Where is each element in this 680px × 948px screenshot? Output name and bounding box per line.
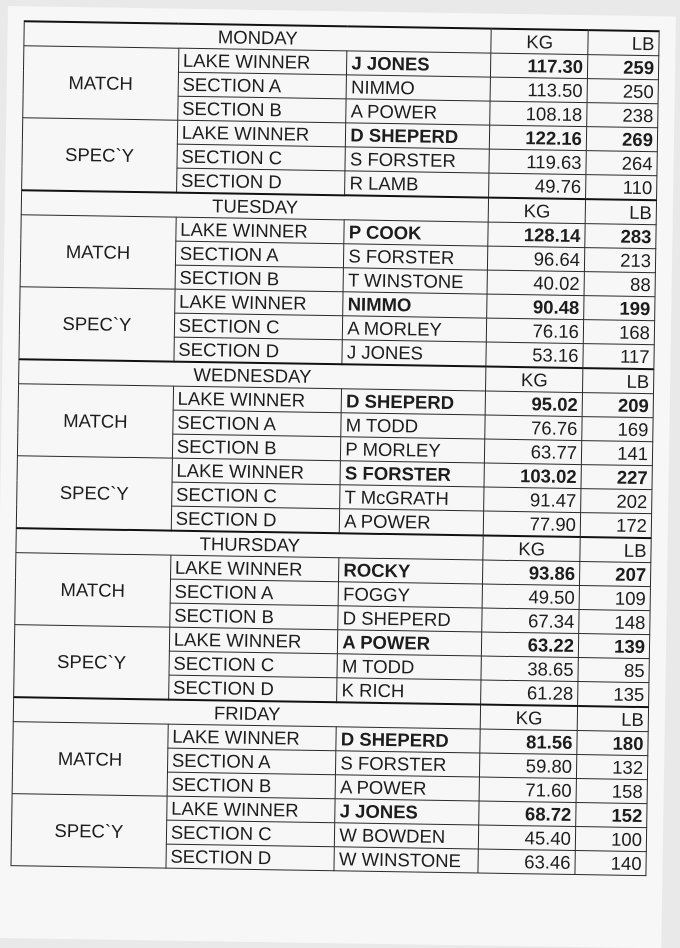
day-name: WEDNESDAY [19, 359, 487, 391]
kg-header: KG [486, 367, 583, 393]
section-label: LAKE WINNER [177, 120, 346, 147]
group-label: SPEC`Y [22, 118, 178, 193]
weight-lb: 259 [587, 55, 658, 80]
weight-lb: 109 [579, 586, 650, 611]
group-label: MATCH [20, 215, 176, 289]
section-label: SECTION B [172, 434, 341, 461]
weight-kg: 81.56 [480, 729, 577, 755]
angler-name: NIMMO [346, 75, 491, 101]
group-label: SPEC`Y [19, 287, 175, 362]
angler-name: A POWER [340, 509, 485, 536]
section-label: LAKE WINNER [172, 458, 341, 485]
weight-kg: 122.16 [490, 125, 587, 151]
angler-name: A POWER [335, 775, 480, 801]
section-label: LAKE WINNER [169, 627, 338, 654]
day-name: THURSDAY [16, 528, 484, 560]
weight-lb: 250 [587, 79, 658, 104]
weight-kg: 63.46 [478, 849, 575, 875]
lb-header: LB [582, 368, 653, 394]
weight-kg: 90.48 [487, 294, 584, 320]
angler-name: J JONES [347, 51, 492, 77]
weight-lb: 139 [578, 634, 649, 659]
weight-kg: 91.47 [484, 487, 581, 513]
kg-header: KG [489, 198, 586, 224]
kg-header: KG [491, 29, 588, 55]
section-label: SECTION A [167, 748, 336, 775]
angler-name: P COOK [344, 220, 489, 246]
angler-name: T WINSTONE [343, 268, 488, 294]
weight-kg: 63.77 [485, 439, 582, 465]
section-label: SECTION C [177, 144, 346, 171]
kg-header: KG [481, 705, 578, 731]
angler-name: S FORSTER [340, 461, 485, 487]
section-label: SECTION D [174, 337, 343, 364]
weight-lb: 158 [576, 779, 647, 804]
weight-kg: 45.40 [479, 825, 576, 851]
angler-name: D SHEPERD [346, 123, 491, 149]
weight-lb: 207 [579, 562, 650, 587]
angler-name: J JONES [342, 340, 487, 367]
section-label: LAKE WINNER [168, 724, 337, 751]
weight-kg: 40.02 [488, 270, 585, 296]
angler-name: FOGGY [338, 582, 483, 608]
angler-name: ROCKY [339, 558, 484, 584]
weight-kg: 49.50 [483, 584, 580, 610]
angler-name: M TODD [341, 413, 486, 439]
weight-lb: 199 [584, 296, 655, 321]
group-label: SPEC`Y [14, 625, 170, 700]
section-label: SECTION A [178, 72, 347, 99]
section-label: SECTION B [177, 96, 346, 123]
weight-kg: 76.16 [487, 318, 584, 344]
weight-lb: 85 [578, 658, 649, 683]
angler-name: D SHEPERD [338, 606, 483, 632]
weight-lb: 140 [575, 851, 646, 876]
angler-name: M TODD [337, 654, 482, 680]
weight-kg: 38.65 [481, 656, 578, 682]
printed-sheet [0, 6, 676, 948]
section-label: SECTION A [173, 410, 342, 437]
weight-kg: 119.63 [489, 149, 586, 175]
group-label: MATCH [23, 46, 179, 120]
weight-lb: 132 [576, 755, 647, 780]
angler-name: S FORSTER [345, 147, 490, 173]
lb-header: LB [588, 30, 659, 56]
angler-name: K RICH [337, 678, 482, 705]
section-label: LAKE WINNER [174, 289, 343, 316]
day-name: MONDAY [24, 21, 492, 53]
weight-lb: 283 [585, 224, 656, 249]
section-label: SECTION B [170, 603, 339, 630]
weight-kg: 67.34 [482, 608, 579, 634]
angler-name: W BOWDEN [335, 823, 480, 849]
weight-kg: 53.16 [486, 342, 583, 368]
angler-name: A MORLEY [343, 316, 488, 342]
weight-kg: 96.64 [488, 246, 585, 272]
weight-lb: 100 [575, 827, 646, 852]
weight-lb: 117 [583, 344, 654, 370]
weight-lb: 209 [582, 393, 653, 418]
section-label: SECTION B [175, 265, 344, 292]
section-label: LAKE WINNER [178, 48, 347, 75]
lb-header: LB [580, 537, 651, 563]
weight-kg: 117.30 [491, 53, 588, 79]
fishing-results-table [10, 20, 659, 876]
kg-header: KG [483, 536, 580, 562]
lb-header: LB [577, 706, 648, 732]
weight-kg: 113.50 [491, 77, 588, 103]
angler-name: S FORSTER [344, 244, 489, 270]
angler-name: D SHEPERD [341, 389, 486, 415]
weight-lb: 180 [577, 731, 648, 756]
day-name: TUESDAY [21, 190, 489, 222]
section-label: SECTION D [166, 844, 335, 871]
group-label: SPEC`Y [11, 794, 167, 868]
weight-lb: 264 [586, 151, 657, 176]
weight-lb: 227 [581, 465, 652, 490]
section-label: LAKE WINNER [166, 796, 335, 823]
weight-lb: 238 [587, 103, 658, 128]
angler-name: NIMMO [343, 292, 488, 318]
weight-lb: 202 [581, 489, 652, 514]
section-label: SECTION C [169, 651, 338, 678]
section-label: SECTION A [175, 241, 344, 268]
section-label: SECTION C [171, 482, 340, 509]
angler-name: W WINSTONE [334, 847, 479, 873]
weight-kg: 63.22 [482, 632, 579, 658]
weight-lb: 169 [582, 417, 653, 442]
angler-name: P MORLEY [341, 437, 486, 463]
weight-kg: 108.18 [490, 101, 587, 127]
weight-lb: 152 [576, 803, 647, 828]
weight-kg: 93.86 [483, 560, 580, 586]
section-label: SECTION C [174, 313, 343, 340]
section-label: SECTION D [171, 506, 340, 533]
weight-kg: 68.72 [479, 801, 576, 827]
day-name: FRIDAY [13, 697, 481, 729]
section-label: SECTION A [170, 579, 339, 606]
weight-lb: 141 [581, 441, 652, 466]
weight-lb: 110 [585, 175, 656, 201]
angler-name: T McGRATH [340, 485, 485, 511]
weight-lb: 148 [579, 610, 650, 635]
angler-name: A POWER [346, 99, 491, 125]
group-label: MATCH [12, 722, 168, 796]
angler-name: R LAMB [345, 171, 490, 198]
group-label: SPEC`Y [16, 456, 172, 531]
weight-kg: 71.60 [480, 777, 577, 803]
weight-kg: 128.14 [488, 222, 585, 248]
weight-lb: 213 [584, 248, 655, 273]
weight-kg: 77.90 [484, 511, 581, 537]
section-label: SECTION B [167, 772, 336, 799]
weight-lb: 135 [578, 682, 649, 708]
weight-lb: 269 [586, 127, 657, 152]
weight-lb: 172 [580, 513, 651, 539]
section-label: SECTION D [176, 168, 345, 195]
weight-kg: 49.76 [489, 173, 586, 199]
angler-name: D SHEPERD [336, 727, 481, 753]
section-label: LAKE WINNER [170, 555, 339, 582]
group-label: MATCH [15, 553, 171, 627]
weight-kg: 95.02 [486, 391, 583, 417]
section-label: SECTION D [168, 675, 337, 702]
weight-lb: 88 [584, 272, 655, 297]
angler-name: A POWER [338, 630, 483, 656]
section-label: LAKE WINNER [176, 217, 345, 244]
lb-header: LB [585, 199, 656, 225]
weight-kg: 61.28 [481, 680, 578, 706]
angler-name: J JONES [335, 799, 480, 825]
group-label: MATCH [17, 384, 173, 458]
weight-kg: 76.76 [485, 415, 582, 441]
weight-kg: 59.80 [480, 753, 577, 779]
angler-name: S FORSTER [336, 751, 481, 777]
weight-kg: 103.02 [484, 463, 581, 489]
results-body [11, 21, 659, 875]
section-label: SECTION C [166, 820, 335, 847]
section-label: LAKE WINNER [173, 386, 342, 413]
weight-lb: 168 [583, 320, 654, 345]
